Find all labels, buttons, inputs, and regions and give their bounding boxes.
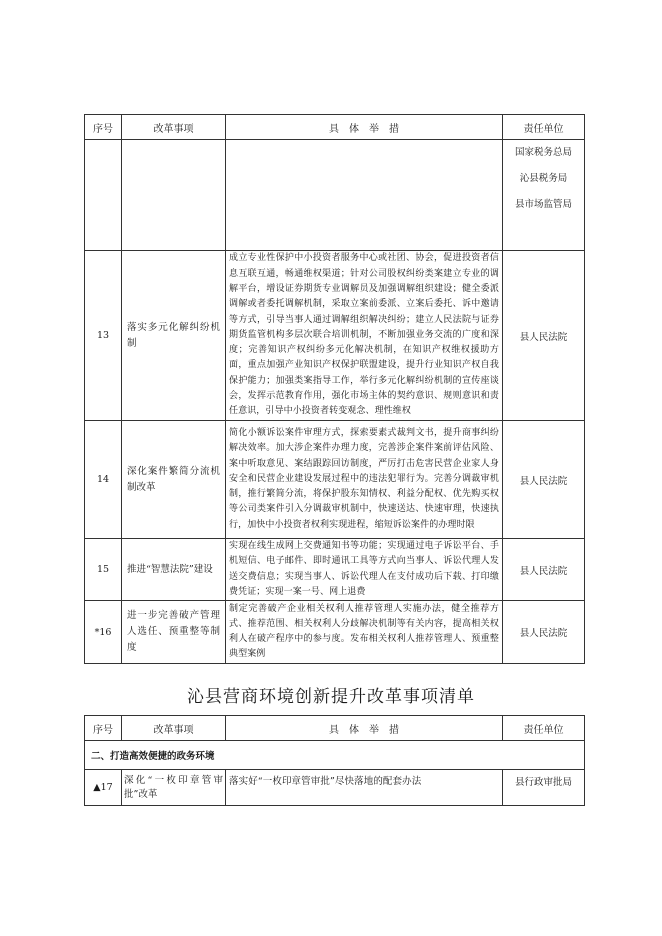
unit-county-tax: 沁县税务局 <box>519 173 568 184</box>
reform-table-new <box>84 715 585 806</box>
seq-cell: 14 <box>85 421 122 539</box>
unit-tax-bureau: 国家税务总局 <box>514 147 572 158</box>
measures-cell <box>226 140 503 251</box>
unit-cell: 县人民法院 <box>503 251 585 421</box>
seq-cell: ▲17 <box>85 770 122 806</box>
item-cell: 推进“智慧法院”建设 <box>122 539 226 601</box>
item-cell: 深化“一枚印章管审批”改革 <box>122 770 226 806</box>
table-header-row <box>85 115 585 140</box>
page-title: 沁县营商环境创新提升改革事项清单 <box>187 687 475 707</box>
header-seq: 序号 <box>85 115 122 140</box>
item-cell: 深化案件繁简分流机制改革 <box>122 421 226 539</box>
table-row <box>85 421 585 539</box>
table-row <box>85 539 585 601</box>
header-unit: 责任单位 <box>503 716 585 741</box>
header-item: 改革事项 <box>122 115 226 140</box>
header-item: 改革事项 <box>122 716 226 741</box>
unit-cell <box>503 140 585 251</box>
table-header-row <box>85 716 585 741</box>
measures-cell: 制定完善破产企业相关权利人推荐管理人实施办法，健全推荐方式、推荐范围、相关权利人分歧解决机制等有关内容，提高相关权利人在破产程序中的参与度。发布相关权利人推荐管理人、预重整典型案例 <box>226 601 503 664</box>
unit-cell: 县人民法院 <box>503 421 585 539</box>
section-row <box>85 741 585 770</box>
item-cell: 落实多元化解纠纷机制 <box>122 251 226 421</box>
reform-table-continued <box>84 114 585 664</box>
unit-cell: 县人民法院 <box>503 539 585 601</box>
item-cell: 进一步完善破产管理人选任、预重整等制度 <box>122 601 226 664</box>
header-measures: 具 体 举 措 <box>226 115 503 140</box>
item-cell <box>122 140 226 251</box>
unit-cell: 县人民法院 <box>503 601 585 664</box>
measures-cell: 成立专业性保护中小投资者服务中心或社团、协会，促进投资者信息互联互通，畅通维权渠道；针对公司股权纠纷类案建立专业的调解平台，增设证券期货专业调解员及加强调解组织建设；健全委派调解或者委托调解机制，采取立案前委派、立案后委托、诉中邀请等方式，引导当事人通过调解组织解决纠纷；建立人民法院与证券期货监管机构多层次联合培训机制，不断加强业务交流的广度和深度；完善知识产权纠纷多元化解决机制，在知识产权维权援助方面，重点加强产业知识产权保护联盟建设，提升行业知识产权自我保护能力；加强类案指导工作，举行多元化解纠纷机制的宣传座谈会，发挥示范教育作用，强化市场主体的契约意识、规则意识和责任意识，引导中小投资者转变观念、理性维权 <box>226 251 503 421</box>
table-row <box>85 601 585 664</box>
measures-cell: 简化小额诉讼案件审理方式，探索要素式裁判文书，提升商事纠纷解决效率。加大涉企案件办理力度，完善涉企案件案前评估风险、案中听取意见、案结跟踪回访制度，严厉打击危害民营企业家人身安全和民营企业建设发展过程中的违法犯罪行为。完善分调裁审机制，推行繁简分流，将保护股东知情权、利益分配权、优先购买权等公司类案件引入分调裁审机制中，快速送达、快速审理，快速执行，加快中小投资者权利实现进程，缩短诉讼案件的办理时限 <box>226 421 503 539</box>
header-seq: 序号 <box>85 716 122 741</box>
table-row <box>85 251 585 421</box>
seq-cell <box>85 140 122 251</box>
unit-market-supervision: 县市场监管局 <box>514 199 572 210</box>
header-unit: 责任单位 <box>503 115 585 140</box>
section-heading: 二、打造高效便捷的政务环境 <box>85 741 585 770</box>
table-row <box>85 770 585 806</box>
header-measures: 具 体 举 措 <box>226 716 503 741</box>
seq-cell: *16 <box>85 601 122 664</box>
table-row-continued <box>85 140 585 251</box>
seq-cell: 13 <box>85 251 122 421</box>
seq-cell: 15 <box>85 539 122 601</box>
measures-cell: 实现在线生成网上交费通知书等功能；实现通过电子诉讼平台、手机短信、电子邮件、即时通讯工具等方式向当事人、诉讼代理人发送交费信息；实现当事人、诉讼代理人在支付成功后下载、打印缴费凭证；实现一案一号、网上退费 <box>226 539 503 601</box>
measures-cell: 落实好“一枚印章管审批”尽快落地的配套办法 <box>226 770 503 806</box>
unit-cell: 县行政审批局 <box>503 770 585 806</box>
